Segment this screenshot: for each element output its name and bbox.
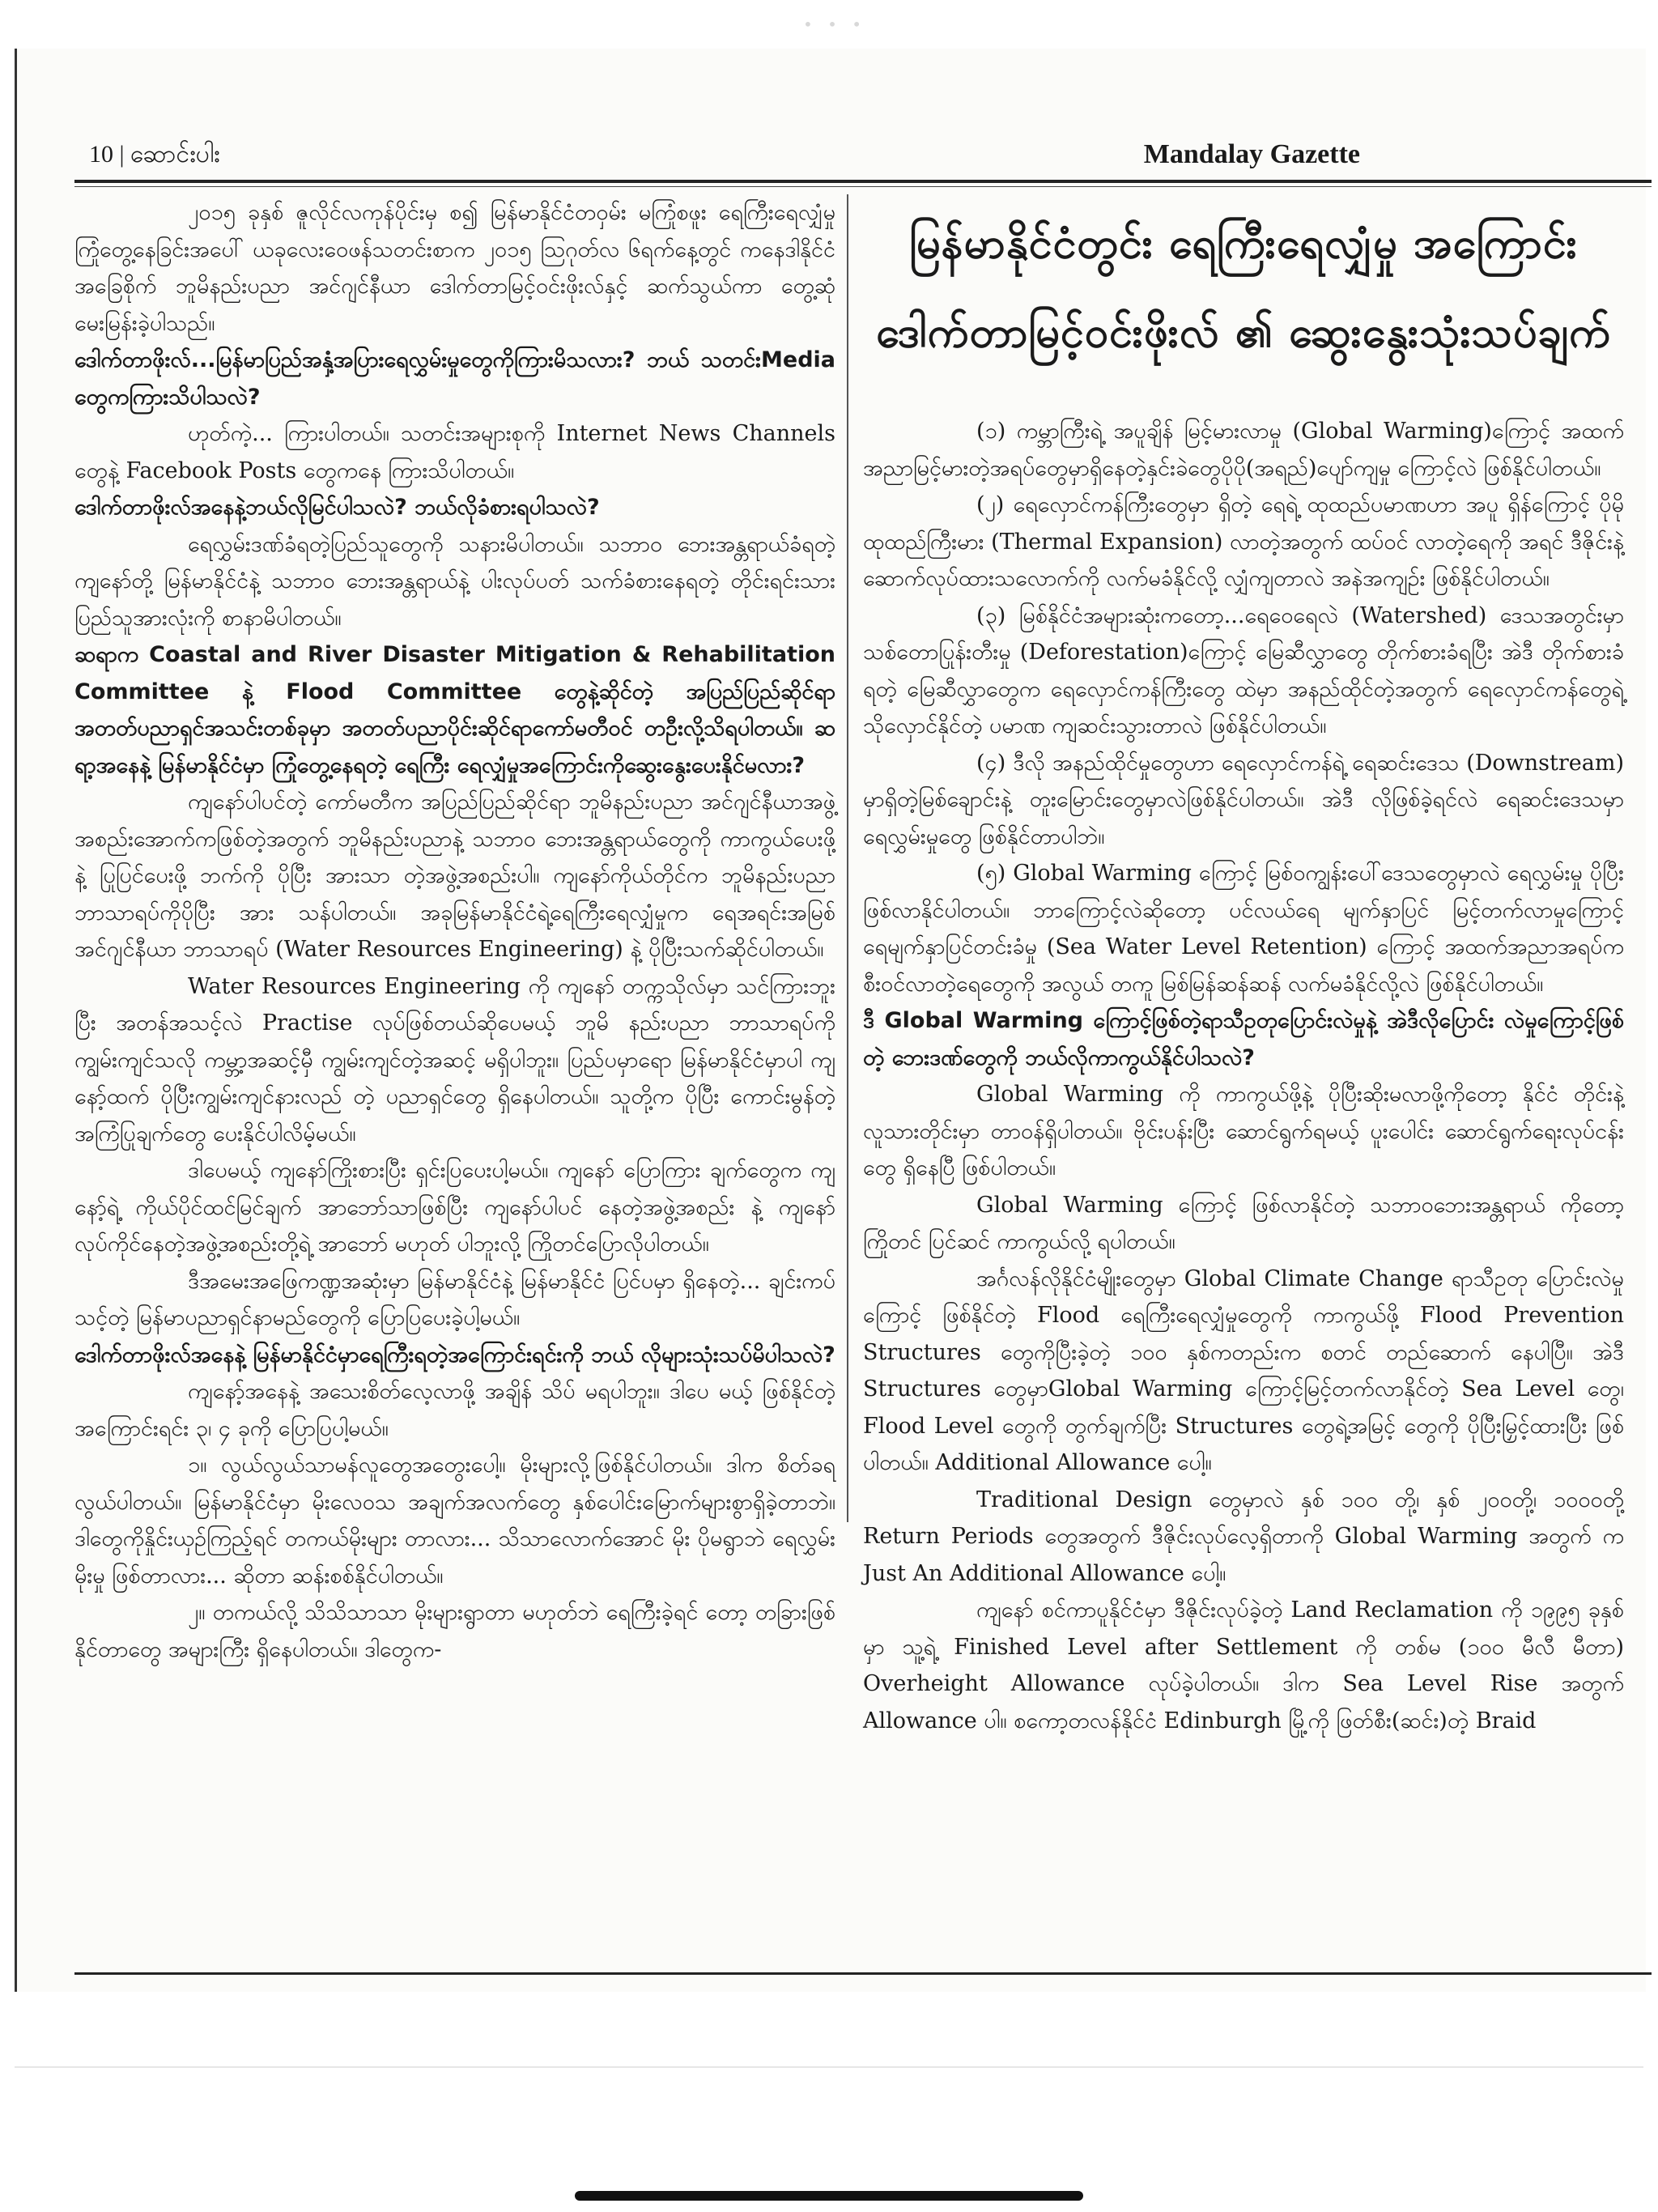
body-paragraph: ဒီအမေးအဖြေကဏ္ဍအဆုံးမှာ မြန်မာနိုင်ငံနဲ့ မြန်မာနိုင်ငံ ပြင်ပမှာ ရှိနေတဲ့... ချင်းကပ်သင့်တဲ့ မြန်မာပညာရှင်နာမည်တွေကို ပြောပြပေးခဲ့ပါ့မယ်။ (74, 1268, 835, 1330)
question-paragraph: ဒေါက်တာဖိုးလ်...မြန်မာပြည်အနှံ့အပြားရေလွှမ်းမှုတွေကိုကြားမိသလား? ဘယ် သတင်းMedia တွေကကြားသိပါသလဲ? (74, 347, 835, 410)
body-paragraph: (၂) ရေလှောင်ကန်ကြီးတွေမှာ ရှိတဲ့ ရေရဲ့ ထုထည်ပမာဏဟာ အပူ ရှိန်ကြောင့် ပိုမိုထုထည်ကြီးမား (Thermal Expansion) လာတဲ့အတွက် ထပ်ဝင် လာတဲ့ရေကို အရင် ဒီဇိုင်းနဲ့ ဆောက်လုပ်ထားသလောက်ကို လက်မခံနိုင်လို့ လျှံကျတာလဲ အနဲအကျဉ်း ဖြစ်နိုင်ပါတယ်။ (863, 492, 1624, 591)
question-paragraph: ဒေါက်တာဖိုးလ်အနေနဲ့ မြန်မာနိုင်ငံမှာရေကြီးရတဲ့အကြောင်းရင်းကို ဘယ် လိုများသုံးသပ်မိပါသလဲ? (74, 1342, 835, 1368)
header-rule (74, 180, 1652, 183)
page-fold-line (15, 2066, 1643, 2068)
body-paragraph: အင်္ဂလန်လိုနိုင်ငံမျိုးတွေမှာ Global Climate Change ရာသီဥတု ပြောင်းလဲမှုကြောင့် ဖြစ်နိုင်တဲ့ Flood ရေကြီးရေလျှံမှုတွေကို ကာကွယ်ဖို့ Flood Prevention Structures တွေကိုပြီးခဲ့တဲ့ ၁၀၀ နှစ်ကတည်းက စတင် တည်ဆောက် နေပါပြီ။ အဲဒီ Structures တွေမှာGlobal Warming ကြောင့်မြင့်တက်လာနိုင်တဲ့ Sea Level တွေ၊ Flood Level တွေကို တွက်ချက်ပြီး Structures တွေရဲ့အမြင့် တွေကို ပိုပြီးမြှင့်ထားပြီး ဖြစ်ပါတယ်။ Additional Allowance ပေါ့။ (863, 1266, 1624, 1475)
headline-line-2: ဒေါက်တာမြင့်ဝင်းဖိုးလ် ၏ ဆွေးနွေးသုံးသပ်ချက် (876, 308, 1611, 357)
body-paragraph: Water Resources Engineering ကို ကျနော် တက္ကသိုလ်မှာ သင်ကြားဘူးပြီး အတန်အသင့်လဲ Practise လုပ်ဖြစ်တယ်ဆိုပေမယ့် ဘူမိ နည်းပညာ ဘာသာရပ်ကို ကျွမ်းကျင်သလို ကမ္ဘာ့အဆင့်မှီ ကျွမ်းကျင်တဲ့အဆင့် မရှိပါဘူး။ ပြည်ပမှာရော မြန်မာနိုင်ငံမှာပါ ကျနော့်ထက် ပိုပြီးကျွမ်းကျင်နားလည် တဲ့ ပညာရှင်တွေ ရှိနေပါတယ်။ သူတို့က ပိုပြီး ကောင်းမွန်တဲ့ အကြံပြုချက်တွေ ပေးနိုင်ပါလိမ့်မယ်။ (74, 973, 835, 1146)
body-paragraph: ဒါပေမယ့် ကျနော်ကြိုးစားပြီး ရှင်းပြပေးပါ့မယ်။ ကျနော် ပြောကြား ချက်တွေက ကျနော့်ရဲ့ ကိုယ်ပိုင်ထင်မြင်ချက် အာဘော်သာဖြစ်ပြီး ကျနော်ပါပင် နေတဲ့အဖွဲ့အစည်း နဲ့ ကျနော် လုပ်ကိုင်နေတဲ့အဖွဲ့အစည်းတို့ရဲ့ အာဘော် မဟုတ် ပါဘူးလို့ ကြိုတင်ပြောလိုပါတယ်။ (74, 1158, 835, 1257)
body-paragraph: ကျနော် စင်ကာပူနိုင်ငံမှာ ဒီဇိုင်းလုပ်ခဲ့တဲ့ Land Reclamation ကို ၁၉၉၅ ခုနှစ်မှာ သူ့ရဲ့ Finished Level after Settlement ကို တစ်မ (၁၀၀ မီလီ မီတာ) Overheight Allowance လုပ်ခဲ့ပါတယ်။ ဒါက Sea Level Rise အတွက် Allowance ပါ။ စကော့တလန်နိုင်ငံ Edinburgh မြို့ကို ဖြတ်စီး(ဆင်း)တဲ့ Braid (863, 1597, 1624, 1733)
body-paragraph: Global Warming ကို ကာကွယ်ဖို့နဲ့ ပိုပြီးဆိုးမလာဖို့ကိုတော့ နိုင်ငံ တိုင်းနဲ့ လူသားတိုင်းမှာ တာဝန်ရှိပါတယ်။ ဗိုင်းပန်းပြီး ဆောင်ရွက်ရမယ့် ပူးပေါင်း ဆောင်ရွက်ရေးလုပ်ငန်းတွေ ရှိနေပြီ ဖြစ်ပါတယ်။ (863, 1082, 1624, 1180)
page-header (74, 91, 1652, 180)
page-number: 10 | ဆောင်းပါး (89, 141, 220, 168)
left-column (74, 194, 835, 1662)
body-paragraph: ကျနော်ပါပင်တဲ့ ကော်မတီက အပြည်ပြည်ဆိုင်ရာ ဘူမိနည်းပညာ အင်ဂျင်နီယာအဖွဲ့အစည်းအောက်ကဖြစ်တဲ့အတွက် ဘူမိနည်းပညာနဲ့ သဘာဝ ဘေးအန္တရာယ်တွေကို ကာကွယ်ပေးဖို့ နဲ့ ပြုပြင်ပေးဖို့ ဘက်ကို ပိုပြီး အားသာ တဲ့အဖွဲ့အစည်းပါ။ ကျနော်ကိုယ်တိုင်က ဘူမိနည်းပညာဘာသာရပ်ကိုပိုပြီး အား သန်ပါတယ်။ အခုမြန်မာနိုင်ငံရဲ့ရေကြီးရေလျှံမှုက ရေအရင်းအမြစ်အင်ဂျင်နီယာ ဘာသာရပ် (Water Resources Engineering) နဲ့ ပိုပြီးသက်ဆိုင်ပါတယ်။ (74, 789, 835, 962)
question-paragraph: ဒေါက်တာဖိုးလ်အနေနဲ့ဘယ်လိုမြင်ပါသလဲ? ဘယ်လိုခံစားရပါသလဲ? (74, 495, 600, 520)
body-paragraph: ရေလွှမ်းဒဏ်ခံရတဲ့ပြည်သူတွေကို သနားမိပါတယ်။ သဘာဝ ဘေးအန္တရာယ်ခံရတဲ့ ကျနော်တို့ မြန်မာနိုင်ငံနဲ့ သဘာဝ ဘေးအန္တရာယ်နဲ့ ပါးလုပ်ပတ် သက်ခံစားနေရတဲ့ တိုင်းရင်းသားပြည်သူအားလုံးကို စာနာမိပါတယ်။ (74, 531, 835, 631)
headline-line-1: မြန်မာနိုင်ငံတွင်း ရေကြီးရေလျှံမှု အကြောင်း (909, 219, 1578, 268)
footer-rule (74, 1972, 1652, 1975)
body-paragraph: (၄) ဒီလို အနည်ထိုင်မှုတွေဟာ ရေလှောင်ကန်ရဲ့ ရေဆင်းဒေသ (Downstream) မှာရှိတဲ့မြစ်ချောင်းနဲ့ တူးမြောင်းတွေမှာလဲဖြစ်နိုင်ပါတယ်။ အဲဒီ လိုဖြစ်ခဲ့ရင်လဲ ရေဆင်းဒေသမှာ ရေလွှမ်းမှုတွေ ဖြစ်နိုင်တာပါဘဲ။ (863, 750, 1624, 849)
body-paragraph: ၂။ တကယ်လို့ သိသိသာသာ မိုးများရွာတာ မဟုတ်ဘဲ ရေကြီးခဲ့ရင် တော့ တခြားဖြစ်နိုင်တာတွေ အများကြီး ရှိနေပါတယ်။ ဒါတွေက- (74, 1600, 835, 1662)
body-paragraph: ၁။ လွယ်လွယ်သာမန်လူတွေအတွေးပေါ့။ မိုးများလို့ဖြစ်နိုင်ပါတယ်။ ဒါက စိတ်ခရ လွယ်ပါတယ်။ မြန်မာနိုင်ငံမှာ မိုးလေဝသ အချက်အလက်တွေ နှစ်ပေါင်းမြောက်များစွာရှိခဲ့တာဘဲ။ ဒါတွေကိုနှိုင်းယှဉ်ကြည့်ရင် တကယ်မိုးများ တာလား... သိသာလောက်အောင် မိုး ပိုမရွာဘဲ ရေလွှမ်းမိုးမှု ဖြစ်တာလား... ဆိုတာ ဆန်းစစ်နိုင်ပါတယ်။ (74, 1453, 835, 1589)
status-dots: • • • (803, 15, 867, 34)
body-paragraph: (၅) Global Warming ကြောင့် မြစ်ဝကျွန်းပေါ်ဒေသတွေမှာလဲ ရေလွှမ်းမှု ပိုပြီး ဖြစ်လာနိုင်ပါတယ်။ ဘာကြောင့်လဲဆိုတော့ ပင်လယ်ရေ မျက်နှာပြင် မြင့်တက်လာမှုကြောင့် ရေမျက်နှာပြင်တင်းခံမှု (Sea Water Level Retention) ကြောင့် အထက်အညာအရပ်က စီးဝင်လာတဲ့ရေတွေကို အလွယ် တကူ မြစ်မြန်ဆန်ဆန် လက်မခံနိုင်လို့လဲ ဖြစ်နိုင်ပါတယ်။ (863, 861, 1624, 997)
body-paragraph: (၃) မြစ်နိုင်ငံအများဆုံးကတော့...ရေဝေရေလဲ (Watershed) ဒေသအတွင်းမှာ သစ်တောပြုန်းတီးမှု (Deforestation)ကြောင့် မြေဆီလွှာတွေ တိုက်စားခံရပြီး အဲဒီ တိုက်စားခံရတဲ့ မြေဆီလွှာတွေက ရေလှောင်ကန်ကြီးတွေ ထဲမှာ အနည်ထိုင်တဲ့အတွက် ရေလှောင်ကန်တွေရဲ့ သိုလှောင်နိုင်တဲ့ ပမာဏ ကျဆင်းသွားတာလဲ ဖြစ်နိုင်ပါတယ်။ (863, 602, 1624, 738)
body-paragraph: ကျနော့်အနေနဲ့ အသေးစိတ်လေ့လာဖို့ အချိန် သိပ် မရပါဘူး။ ဒါပေ မယ့် ဖြစ်နိုင်တဲ့ အကြောင်းရင်း ၃၊ ၄ ခုကို ပြောပြပါ့မယ်။ (74, 1379, 835, 1441)
body-paragraph: Global Warming ကြောင့် ဖြစ်လာနိုင်တဲ့ သဘာဝဘေးအန္တရာယ် ကိုတော့ ကြိုတင် ပြင်ဆင် ကာကွယ်လို့ ရပါတယ်။ (863, 1192, 1624, 1254)
masthead: Mandalay Gazette (1143, 139, 1360, 169)
right-column (863, 413, 1624, 1733)
column-divider (847, 194, 848, 1522)
header-rule-thin (74, 186, 1652, 187)
body-paragraph: Traditional Design တွေမှာလဲ နှစ် ၁၀၀ တို့၊ နှစ် ၂၀၀တို့၊ ၁၀၀၀တို့ Return Periods တွေအတွက် ဒီဇိုင်းလုပ်လေ့ရှိတာကို Global Warming အတွက် က Just An Additional Allowance ပေါ့။ (863, 1487, 1624, 1586)
body-paragraph: ဟုတ်ကဲ့... ကြားပါတယ်။ သတင်းအများစုကို Internet News Channels တွေနဲ့ Facebook Posts တွေကနေ ကြားသိပါတယ်။ (74, 421, 835, 483)
body-paragraph: ၂၀၁၅ ခုနှစ် ဇူလိုင်လကုန်ပိုင်းမှ စ၍ မြန်မာနိုင်ငံတဝှမ်း မကြုံစဖူး ရေကြီးရေလျှံမှု ကြုံတွေ့နေခြင်းအပေါ် ယခုလေးဝေဖန်သတင်းစာက ၂၀၁၅ ဩဂုတ်လ ၆ရက်နေ့တွင် ကနေဒါနိုင်ငံအခြေစိုက် ဘူမိနည်းပညာ အင်ဂျင်နီယာ ဒေါက်တာမြင့်ဝင်းဖိုးလ်နှင့် ဆက်သွယ်ကာ တွေ့ဆုံမေးမြန်းခဲ့ပါသည်။ (74, 200, 835, 336)
home-indicator[interactable] (575, 2191, 1083, 2201)
article-headline (863, 199, 1624, 385)
body-paragraph: (၁) ကမ္ဘာကြီးရဲ့ အပူချိန် မြင့်မားလာမှု (Global Warming)ကြောင့် အထက်အညာမြင့်မားတဲ့အရပ်တွေမှာရှိနေတဲ့နှင်းခဲတွေပိုပို(အရည်)ပျော်ကျမှု ကြောင့်လဲ ဖြစ်နိုင်ပါတယ်။ (863, 419, 1624, 481)
question-paragraph: ဆရာက Coastal and River Disaster Mitigation & Rehabilitation Committee နဲ့ Flood Committee တွေနဲ့ဆိုင်တဲ့ အပြည်ပြည်ဆိုင်ရာ အတတ်ပညာရှင်အသင်းတစ်ခုမှာ အတတ်ပညာပိုင်းဆိုင်ရာကော်မတီဝင် တဦးလို့သိရပါတယ်။ ဆရာ့အနေနဲ့ မြန်မာနိုင်ငံမှာ ကြုံတွေ့နေရတဲ့ ရေကြီး ရေလျှံမှုအကြောင်းကိုဆွေးနွေးပေးနိုင်မလား? (74, 642, 835, 778)
question-paragraph: ဒီ Global Warming ကြောင့်ဖြစ်တဲ့ရာသီဥတုပြောင်းလဲမှုနဲ့ အဲဒီလိုပြောင်း လဲမှုကြောင့်ဖြစ်တဲ့ ဘေးဒဏ်တွေကို ဘယ်လိုကာကွယ်နိုင်ပါသလဲ? (863, 1008, 1624, 1070)
